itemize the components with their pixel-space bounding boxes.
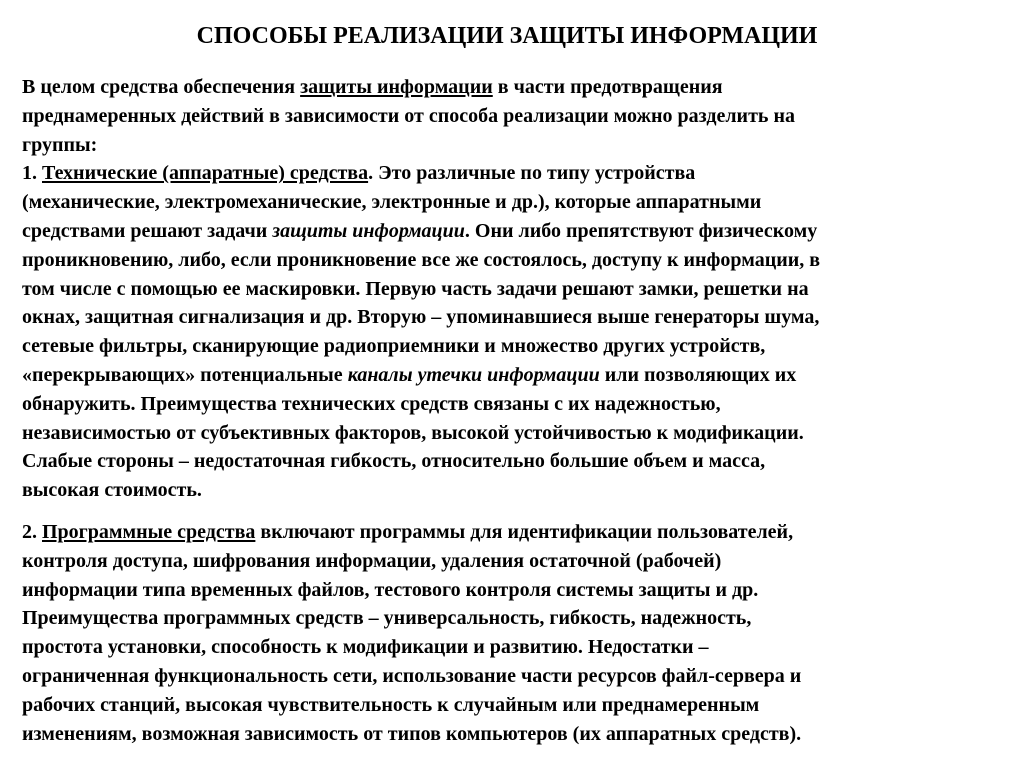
text-line: изменениям, возможная зависимость от типов компьютеров (их аппаратных средств). bbox=[22, 722, 802, 745]
text-line: независимостью от субъективных факторов, высокой устойчивостью к модификации. bbox=[22, 421, 804, 444]
text-line: том числе с помощью ее маскировки. Первую часть задачи решают замки, решетки на bbox=[22, 277, 809, 300]
text-line: (механические, электромеханические, электронные и др.), которые аппаратными bbox=[22, 191, 762, 214]
text-line: окнах, защитная сигнализация и др. Вторую – упоминавшиеся выше генераторы шума, bbox=[22, 306, 820, 329]
item-number: 2. bbox=[22, 520, 42, 543]
text-line: ограниченная функциональность сети, использование части ресурсов файл-сервера и bbox=[22, 664, 802, 687]
text-line: преднамеренных действий в зависимости от способа реализации можно разделить на bbox=[22, 104, 795, 127]
text-line bbox=[22, 518, 992, 547]
text-line bbox=[22, 217, 992, 246]
text-line: Преимущества программных средств – универсальность, гибкость, надежность, bbox=[22, 607, 752, 630]
item-text: «перекрывающих» потенциальные bbox=[22, 363, 348, 386]
text-line: высокая стоимость. bbox=[22, 479, 202, 502]
item-number: 1. bbox=[22, 162, 42, 185]
text-line bbox=[22, 159, 992, 188]
text-line: контроля доступа, шифрования информации, удаления остаточной (рабочей) bbox=[22, 549, 722, 572]
item-text: включают программы для идентификации пользователей, bbox=[255, 520, 794, 543]
item-2-paragraph bbox=[22, 518, 992, 748]
text-line: обнаружить. Преимущества технических средств связаны с их надежностью, bbox=[22, 392, 721, 415]
text-line bbox=[22, 73, 992, 102]
text-line: Слабые стороны – недостаточная гибкость, относительно большие объем и масса, bbox=[22, 450, 766, 473]
intro-paragraph bbox=[22, 73, 992, 505]
emphasis-text: защиты информации bbox=[272, 219, 465, 242]
text-line: проникновению, либо, если проникновение все же состоялось, доступу к информации, в bbox=[22, 248, 821, 271]
item-text: . Это различные по типу устройства bbox=[368, 162, 696, 185]
item-text: или позволяющих их bbox=[599, 363, 797, 386]
software-means-term: Программные средства bbox=[42, 520, 256, 543]
slide-title: СПОСОБЫ РЕАЛИЗАЦИИ ЗАЩИТЫ ИНФОРМАЦИИ bbox=[196, 23, 818, 49]
text-line: рабочих станций, высокая чувствительность к случайным или преднамеренным bbox=[22, 693, 760, 716]
text-line bbox=[22, 361, 992, 390]
hardware-means-term: Технические (аппаратные) средства bbox=[42, 162, 369, 185]
protection-info-term: защиты информации bbox=[300, 76, 493, 98]
text-line: группы: bbox=[22, 133, 98, 156]
item-text: . Они либо препятствуют физическому bbox=[464, 219, 818, 242]
text-line: простота установки, способность к модификации и развитию. Недостатки – bbox=[22, 636, 709, 659]
intro-text: в части предотвращения bbox=[492, 76, 723, 98]
text-line: сетевые фильтры, сканирующие радиоприемники и множество других устройств, bbox=[22, 335, 766, 358]
intro-text: В целом средства обеспечения bbox=[22, 76, 301, 98]
emphasis-text: каналы утечки информации bbox=[347, 363, 600, 386]
text-line: информации типа временных файлов, тестового контроля системы защиты и др. bbox=[22, 578, 759, 601]
item-text: средствами решают задачи bbox=[22, 219, 273, 242]
